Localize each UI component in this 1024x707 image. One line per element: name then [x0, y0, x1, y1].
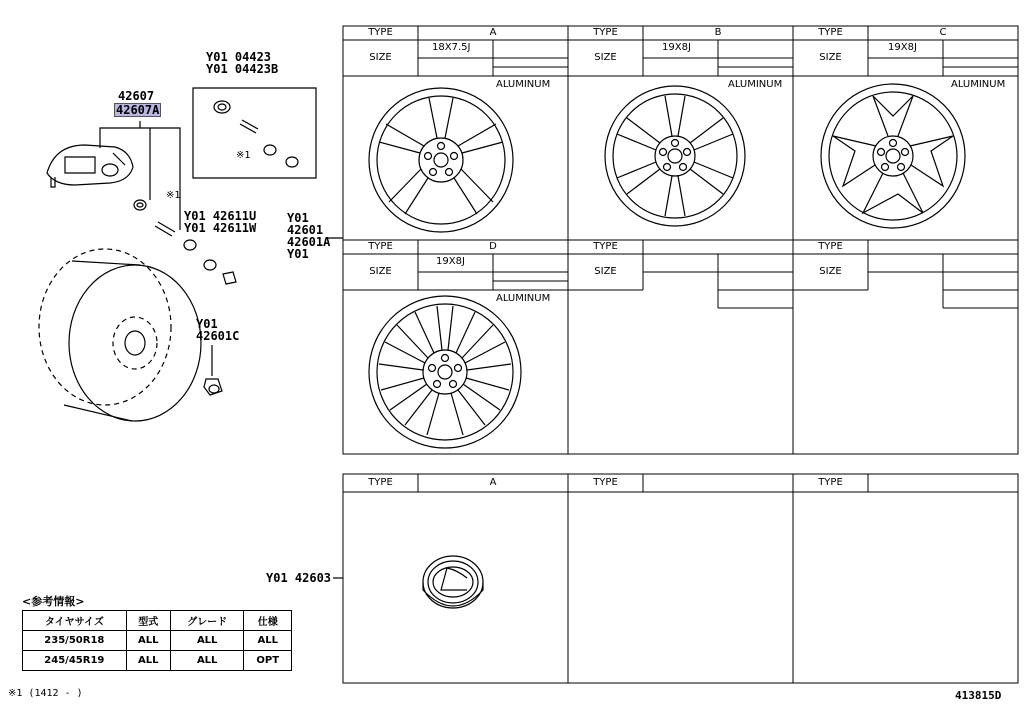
- wheel-part-label-4: Y01: [287, 247, 309, 261]
- wheel-part-label-2: 42601: [287, 223, 324, 237]
- ref-header: 仕様: [244, 611, 292, 631]
- ref-cell: ALL: [170, 651, 244, 671]
- wheel-b-drawing: [605, 86, 745, 226]
- type-label: TYPE: [368, 241, 393, 252]
- cap-type-a-value: A: [489, 477, 497, 488]
- diagram-code: 413815D: [955, 689, 1002, 702]
- footnote: ※1 (1412 - ): [8, 688, 83, 699]
- type-a-value: A: [489, 27, 497, 38]
- wheel-part-label-1: Y01: [287, 211, 309, 225]
- ref-header: 型式: [126, 611, 170, 631]
- tire-drawing: [39, 249, 201, 421]
- kit-note-mark: ※1: [236, 150, 251, 161]
- size-c-value: 19X8J: [888, 42, 917, 53]
- size-d-value: 19X8J: [436, 256, 465, 267]
- type-d-value: D: [489, 241, 497, 252]
- ref-cell: 235/50R18: [23, 631, 127, 651]
- wheel-a-drawing: [369, 88, 513, 232]
- ref-cell: OPT: [244, 651, 292, 671]
- size-label: SIZE: [819, 266, 842, 277]
- valve-part-number-b: Y01 42611W: [184, 221, 257, 235]
- ref-cell: ALL: [244, 631, 292, 651]
- type-label: TYPE: [593, 241, 618, 252]
- kit-part-number-a: Y01 04423: [206, 50, 272, 64]
- nut-part-label-2: 42601C: [196, 329, 240, 343]
- type-label: TYPE: [593, 477, 618, 488]
- ref-header: タイヤサイズ: [23, 611, 127, 631]
- size-label: SIZE: [369, 266, 392, 277]
- reference-title: <参考情報>: [22, 595, 85, 608]
- type-label: TYPE: [593, 27, 618, 38]
- cap-part-number: Y01 42603: [266, 571, 332, 585]
- ref-cell: ALL: [170, 631, 244, 651]
- type-b-value: B: [714, 27, 722, 38]
- material-b: ALUMINUM: [728, 79, 783, 90]
- sensor-note-mark: ※1: [166, 190, 181, 201]
- reference-table: [22, 610, 292, 671]
- wheel-c-drawing: [821, 84, 965, 228]
- type-label: TYPE: [818, 477, 843, 488]
- size-label: SIZE: [594, 52, 617, 63]
- lug-nut-drawing: [204, 379, 222, 395]
- ref-cell: 245/45R19: [23, 651, 127, 671]
- material-d: ALUMINUM: [496, 293, 551, 304]
- sensor-part-number: 42607: [118, 89, 155, 103]
- size-label: SIZE: [594, 266, 617, 277]
- sensor-part-number-highlighted[interactable]: 42607A: [116, 103, 160, 117]
- material-a: ALUMINUM: [496, 79, 551, 90]
- type-label: TYPE: [818, 27, 843, 38]
- tpms-sensor-drawing: [47, 145, 133, 187]
- type-label: TYPE: [818, 241, 843, 252]
- type-label: TYPE: [368, 27, 393, 38]
- ref-cell: ALL: [126, 631, 170, 651]
- lexus-cap-drawing: [423, 556, 483, 608]
- size-label: SIZE: [369, 52, 392, 63]
- kit-part-number-b: Y01 04423B: [206, 62, 279, 76]
- valve-part-number-a: Y01 42611U: [184, 209, 257, 223]
- type-c-value: C: [939, 27, 947, 38]
- type-label: TYPE: [368, 477, 393, 488]
- ref-header: グレード: [170, 611, 244, 631]
- nut-part-label-1: Y01: [196, 317, 218, 331]
- material-c: ALUMINUM: [951, 79, 1006, 90]
- size-label: SIZE: [819, 52, 842, 63]
- size-a-value: 18X7.5J: [432, 42, 471, 53]
- ref-cell: ALL: [126, 651, 170, 671]
- wheel-part-label-3: 42601A: [287, 235, 331, 249]
- wheel-d-drawing: [369, 296, 521, 448]
- size-b-value: 19X8J: [662, 42, 691, 53]
